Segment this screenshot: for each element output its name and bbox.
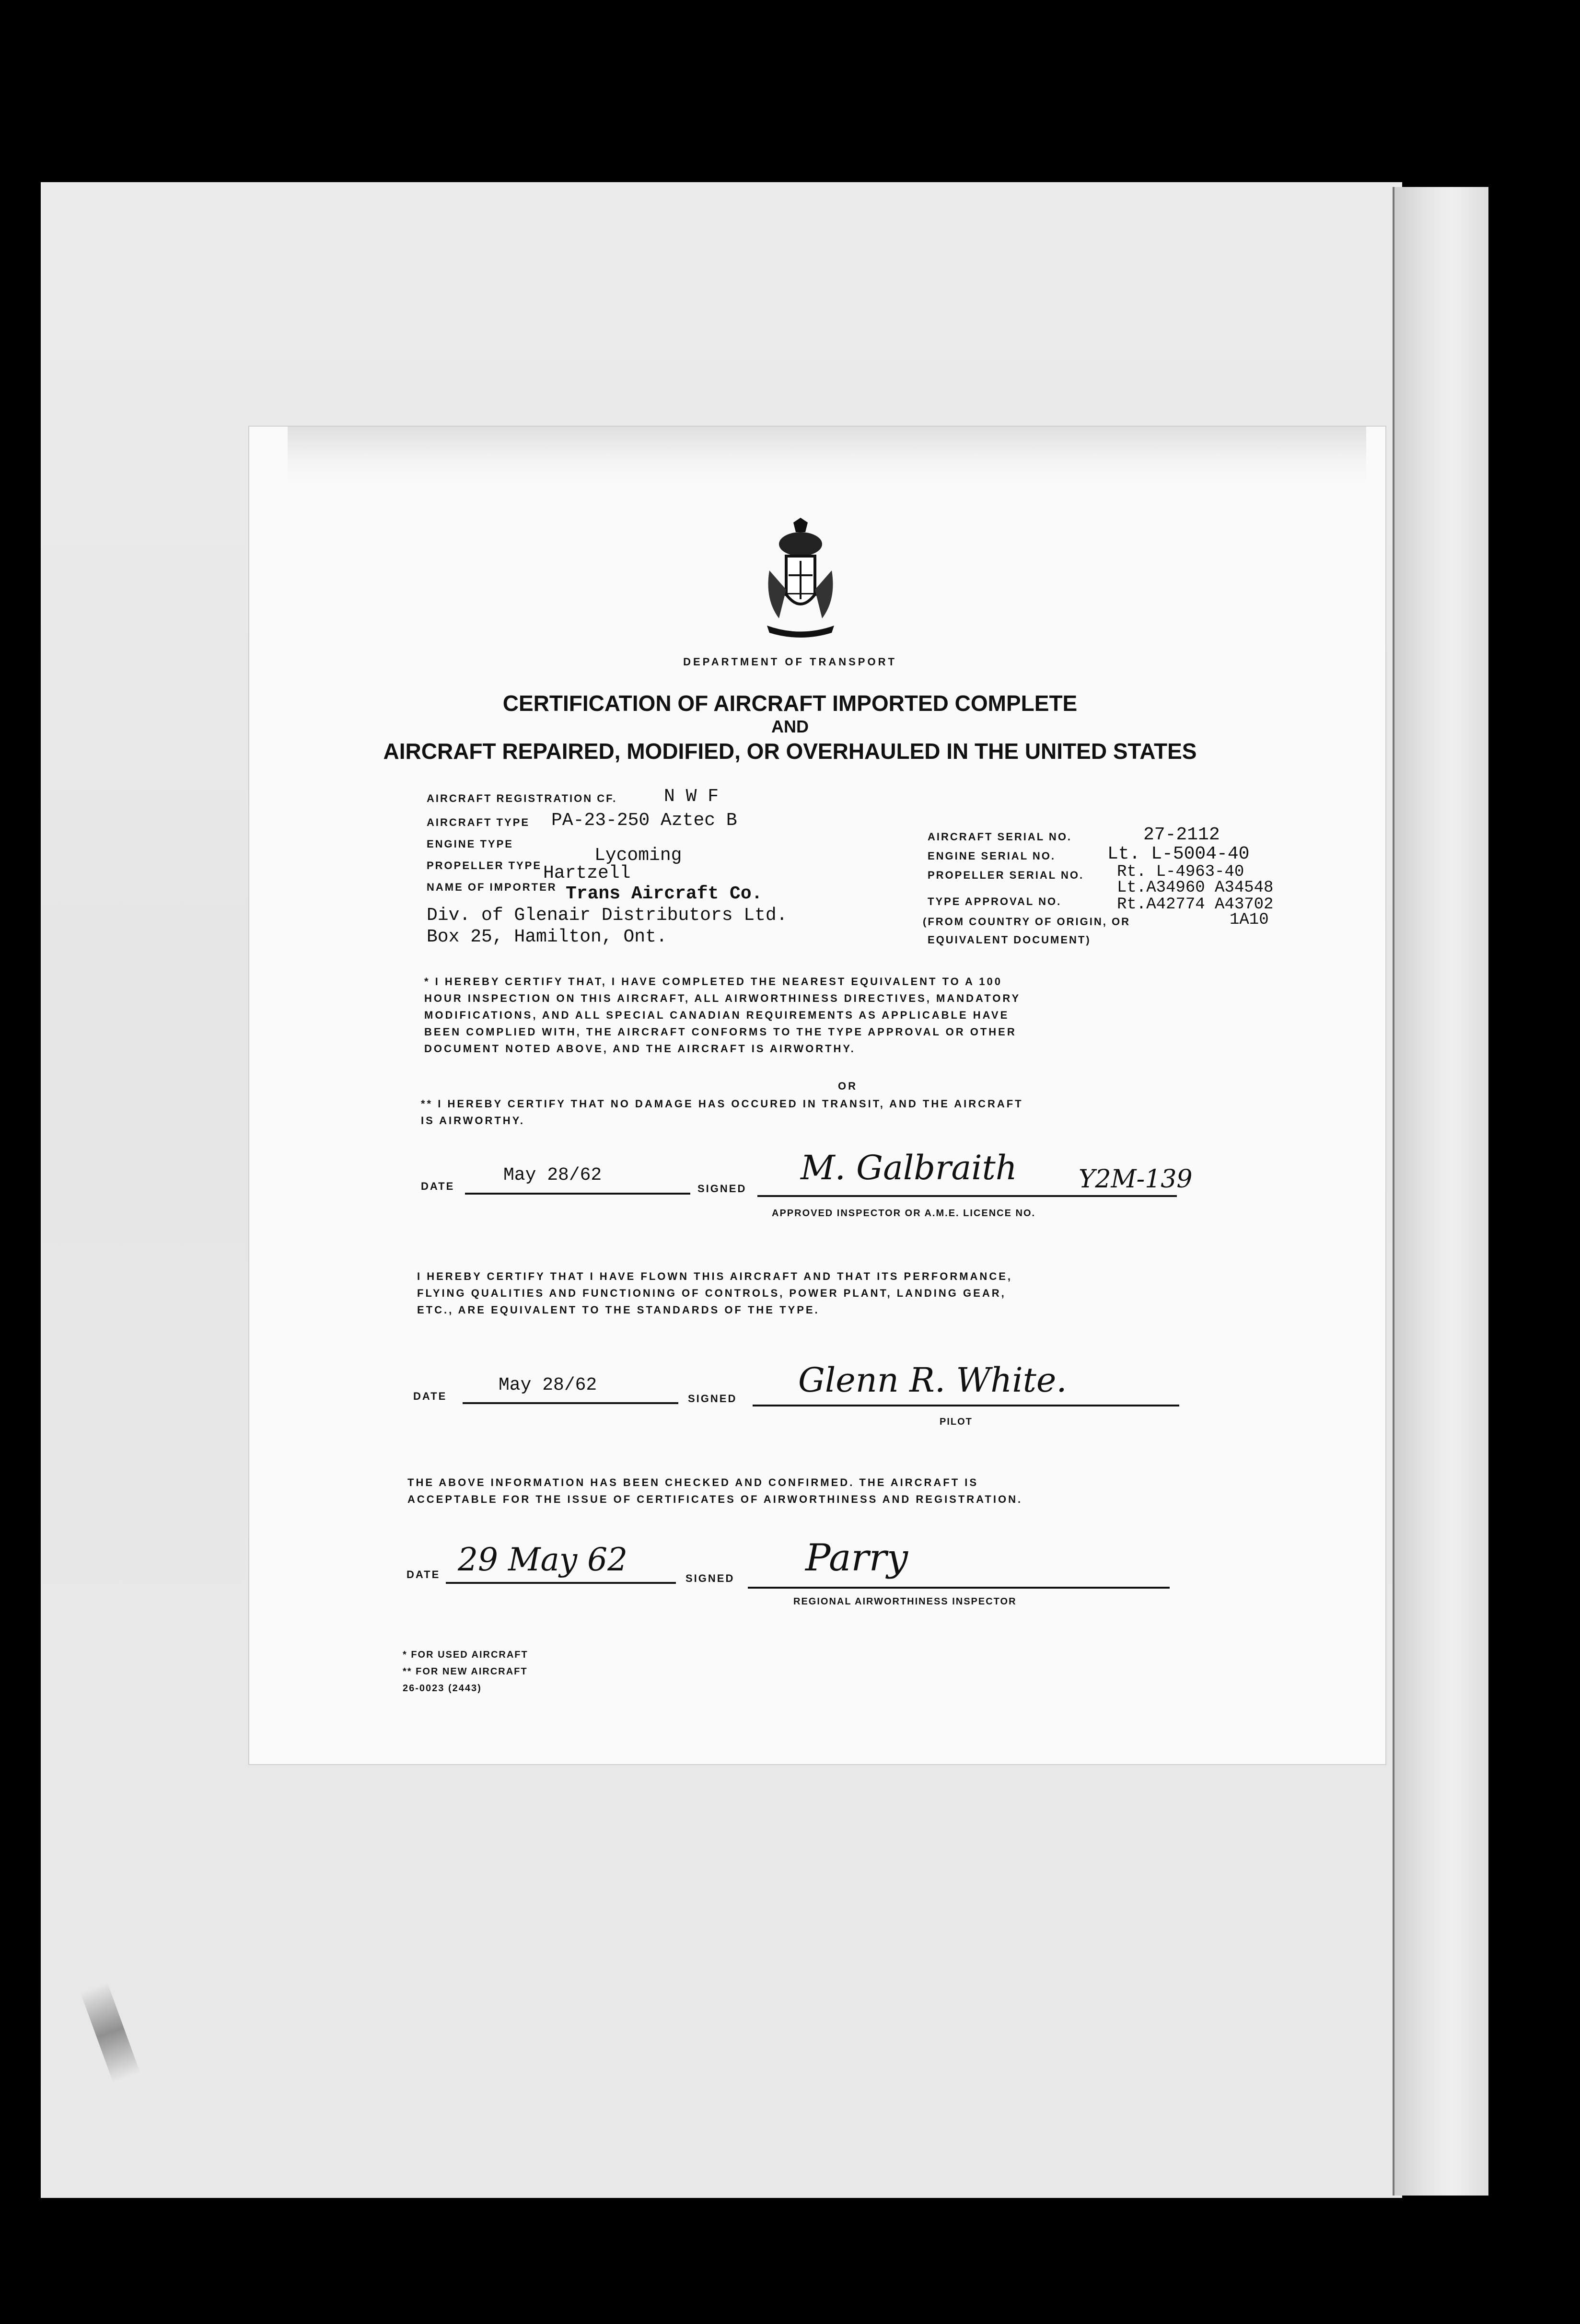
engine-serial-label: ENGINE SERIAL NO.: [928, 850, 1056, 862]
type-approval-value-2: 1A10: [1230, 911, 1269, 929]
engine-serial-value: Lt. L-5004-40: [1107, 844, 1250, 864]
date-label-1: DATE: [421, 1180, 455, 1192]
propeller-serial-value-1: Rt. L-4963-40: [1117, 863, 1244, 881]
signed-label-3: SIGNED: [685, 1572, 735, 1584]
confirm-line: THE ABOVE INFORMATION HAS BEEN CHECKED AND CONFIRMED. THE AIRCRAFT IS: [407, 1476, 979, 1488]
aircraft-type-label: AIRCRAFT TYPE: [427, 816, 530, 828]
date-label-2: DATE: [413, 1390, 447, 1402]
type-approval-note-2: EQUIVALENT DOCUMENT): [928, 934, 1091, 946]
signature-line-3: [748, 1587, 1170, 1589]
pilot-signature: Glenn R. White.: [798, 1360, 1067, 1400]
serial-label: AIRCRAFT SERIAL NO.: [928, 831, 1072, 843]
title-line-3: AIRCRAFT REPAIRED, MODIFIED, OR OVERHAULED IN THE UNITED STATES: [383, 739, 1197, 764]
inspector-signature: M. Galbraith: [801, 1148, 1017, 1187]
department-heading: DEPARTMENT OF TRANSPORT: [683, 656, 897, 668]
certify-new-paragraph: [421, 1095, 1023, 1129]
title-line-2: AND: [771, 717, 809, 736]
signed-label-2: SIGNED: [688, 1393, 737, 1405]
licence-number: Y2M-139: [1079, 1165, 1193, 1194]
certify-new-line: IS AIRWORTHY.: [421, 1115, 525, 1127]
date-label-3: DATE: [407, 1569, 441, 1580]
coat-of-arms-icon: [760, 518, 841, 638]
signature-line-1: [757, 1195, 1177, 1197]
type-approval-note-1: (FROM COUNTRY OF ORIGIN, OR: [923, 916, 1130, 928]
type-approval-value-1: Rt.A42774 A43702: [1117, 895, 1274, 914]
signature-line-2: [753, 1405, 1179, 1406]
confirm-line: ACCEPTABLE FOR THE ISSUE OF CERTIFICATES OF AIRWORTHINESS AND REGISTRATION.: [407, 1493, 1023, 1505]
certify-new-line: ** I HEREBY CERTIFY THAT NO DAMAGE HAS OCCURED IN TRANSIT, AND THE AIRCRAFT: [421, 1098, 1023, 1110]
propeller-type-label: PROPELLER TYPE: [427, 860, 542, 872]
certify-used-line: MODIFICATIONS, AND ALL SPECIAL CANADIAN REQUIREMENTS AS APPLICABLE HAVE: [424, 1009, 1010, 1021]
certify-used-line: HOUR INSPECTION ON THIS AIRCRAFT, ALL AIRWORTHINESS DIRECTIVES, MANDATORY: [424, 992, 1021, 1004]
type-approval-label: TYPE APPROVAL NO.: [928, 895, 1062, 907]
date-value-2: May 28/62: [499, 1375, 597, 1395]
pilot-certify-line: FLYING QUALITIES AND FUNCTIONING OF CONTROLS, POWER PLANT, LANDING GEAR,: [417, 1287, 1006, 1299]
confirm-paragraph: [407, 1474, 1022, 1508]
date-value-3: 29 May 62: [458, 1541, 628, 1578]
date-line-3: [446, 1582, 676, 1584]
importer-label: NAME OF IMPORTER: [427, 881, 557, 893]
pilot-caption: PILOT: [940, 1417, 973, 1427]
signed-label-1: SIGNED: [697, 1183, 747, 1195]
importer-value-2: Div. of Glenair Distributors Ltd.: [427, 905, 788, 926]
footnote-used: * FOR USED AIRCRAFT: [403, 1650, 528, 1660]
inspector-caption: APPROVED INSPECTOR OR A.M.E. LICENCE NO.: [772, 1208, 1036, 1219]
registration-label: AIRCRAFT REGISTRATION CF.: [427, 792, 617, 804]
certify-used-line: BEEN COMPLIED WITH, THE AIRCRAFT CONFORMS TO THE TYPE APPROVAL OR OTHER: [424, 1026, 1017, 1038]
footnote-new: ** FOR NEW AIRCRAFT: [403, 1666, 528, 1677]
certify-used-paragraph: [424, 973, 1021, 1057]
aircraft-type-value: PA-23-250 Aztec B: [551, 810, 737, 831]
pilot-certify-line: ETC., ARE EQUIVALENT TO THE STANDARDS OF THE TYPE.: [417, 1304, 820, 1316]
engine-type-label: ENGINE TYPE: [427, 838, 513, 850]
regional-inspector-signature: Parry: [805, 1536, 908, 1580]
date-value-1: May 28/62: [503, 1165, 602, 1185]
pilot-certify-line: I HEREBY CERTIFY THAT I HAVE FLOWN THIS AIRCRAFT AND THAT ITS PERFORMANCE,: [417, 1270, 1012, 1282]
certify-used-line: DOCUMENT NOTED ABOVE, AND THE AIRCRAFT IS AIRWORTHY.: [424, 1043, 856, 1055]
engine-type-value: Lycoming: [594, 845, 682, 866]
date-line-2: [463, 1402, 678, 1404]
footnotes: [403, 1647, 528, 1697]
propeller-serial-value-2: Lt.A34960 A34548: [1117, 879, 1274, 897]
title-line-1: CERTIFICATION OF AIRCRAFT IMPORTED COMPLETE: [502, 691, 1078, 716]
form-number: 26-0023 (2443): [403, 1683, 482, 1694]
importer-value-1: Trans Aircraft Co.: [566, 883, 763, 904]
regional-inspector-caption: REGIONAL AIRWORTHINESS INSPECTOR: [793, 1596, 1017, 1607]
certify-used-line: * I HEREBY CERTIFY THAT, I HAVE COMPLETED THE NEAREST EQUIVALENT TO A 100: [424, 976, 1002, 988]
or-text: OR: [838, 1080, 858, 1092]
propeller-type-value: Hartzell: [543, 863, 631, 883]
date-line-1: [465, 1193, 690, 1195]
propeller-serial-label: PROPELLER SERIAL NO.: [928, 869, 1084, 881]
importer-value-3: Box 25, Hamilton, Ont.: [427, 927, 667, 947]
pilot-certify-paragraph: [417, 1268, 1012, 1318]
serial-value: 27-2112: [1143, 825, 1220, 845]
registration-value: N W F: [664, 786, 719, 807]
